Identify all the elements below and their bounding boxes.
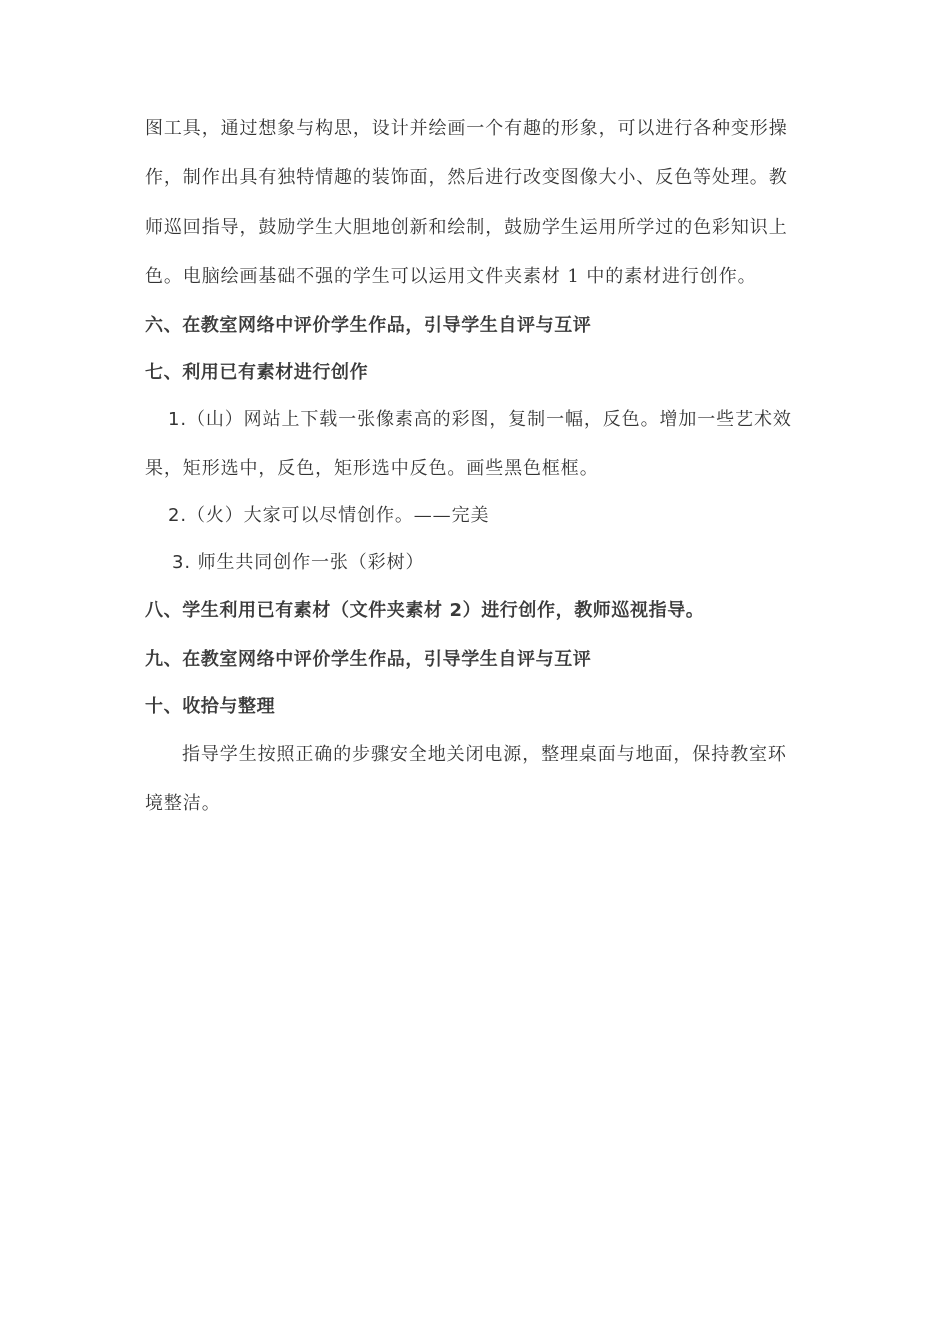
list-item-1-text: （山）网站上下载一张像素高的彩图，复制一幅，反色。增加一些艺术效 [186, 409, 792, 430]
section-heading-10: 十、收拾与整理 [145, 696, 276, 717]
intro-paragraph-line-3: 师巡回指导，鼓励学生大胆地创新和绘制，鼓励学生运用所学过的色彩知识上 [145, 217, 788, 238]
section-heading-9: 九、在教室网络中评价学生作品，引导学生自评与互评 [145, 649, 592, 670]
list-item-2 [168, 504, 489, 528]
list-item-2-number: 2. [168, 505, 187, 526]
section-heading-7: 七、利用已有素材进行创作 [145, 362, 369, 383]
intro-paragraph-line-2: 作，制作出具有独特情趣的装饰面，然后进行改变图像大小、反色等处理。教 [145, 167, 788, 188]
list-item-2-text: （火）大家可以尽情创作。——完美 [186, 505, 490, 526]
list-item-3-text: 师生共同创作一张（彩树） [197, 552, 425, 573]
list-item-3 [172, 551, 424, 575]
list-item-1-number: 1. [168, 409, 187, 430]
list-item-3-number: 3. [172, 552, 191, 573]
list-item-1-line-1 [168, 408, 792, 432]
closing-paragraph-line-1: 指导学生按照正确的步骤安全地关闭电源，整理桌面与地面，保持教室环 [182, 744, 787, 765]
section-heading-6: 六、在教室网络中评价学生作品，引导学生自评与互评 [145, 315, 592, 336]
list-item-1-line-2: 果，矩形选中，反色，矩形选中反色。画些黑色框框。 [145, 458, 599, 479]
section-heading-8: 八、学生利用已有素材（文件夹素材 2）进行创作，教师巡视指导。 [145, 600, 705, 621]
intro-paragraph-line-1: 图工具，通过想象与构思，设计并绘画一个有趣的形象，可以进行各种变形操 [145, 118, 788, 139]
intro-paragraph-line-4: 色。电脑绘画基础不强的学生可以运用文件夹素材 1 中的素材进行创作。 [145, 266, 757, 287]
closing-paragraph-line-2: 境整洁。 [145, 793, 221, 814]
